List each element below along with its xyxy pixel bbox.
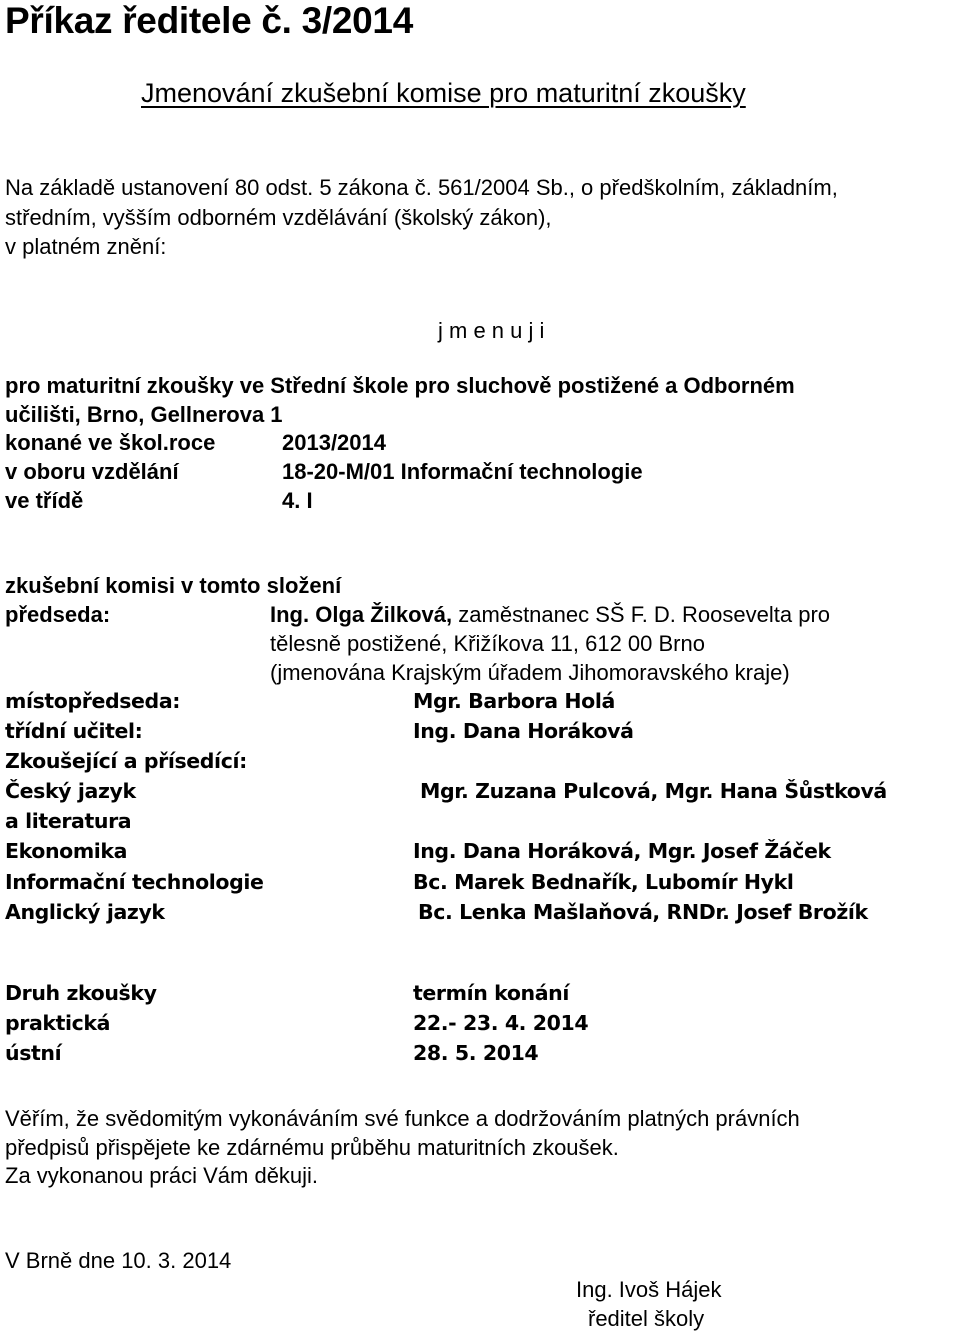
class-teacher-label: třídní učitel: xyxy=(5,719,143,743)
examiners-label: Zkoušející a přísedící: xyxy=(5,749,247,773)
subject-literature: a literatura xyxy=(5,809,132,833)
subject-czech-names: Mgr. Zuzana Pulcová, Mgr. Hana Šůstková xyxy=(420,779,887,803)
school-year-value: 2013/2014 xyxy=(282,430,386,455)
subject-english-names: Bc. Lenka Mašlaňová, RNDr. Josef Brožík xyxy=(418,900,868,924)
chair-desc-2: tělesně postižené, Křižíkova 11, 612 00 Brno xyxy=(270,631,705,656)
exam-type-oral: ústní xyxy=(5,1041,62,1065)
school-year-label: konané ve škol.roce xyxy=(5,430,216,455)
chair-desc-3: (jmenována Krajským úřadem Jihomoravského kraje) xyxy=(270,660,790,685)
place-date: V Brně dne 10. 3. 2014 xyxy=(5,1248,232,1273)
chair-label: předseda: xyxy=(5,602,111,627)
vice-name: Mgr. Barbora Holá xyxy=(413,689,615,713)
preamble-line-3: v platném znění: xyxy=(5,234,167,259)
school-line-2: učilišti, Brno, Gellnerova 1 xyxy=(5,402,283,427)
chair-line-1 xyxy=(270,604,830,626)
chair-desc-1: zaměstnanec SŠ F. D. Roosevelta pro xyxy=(452,602,831,627)
exam-type-header: Druh zkoušky xyxy=(5,981,157,1005)
class-value: 4. I xyxy=(282,488,313,513)
closing-line-2: předpisů přispějete ke zdárnému průběhu maturitních zkoušek. xyxy=(5,1135,619,1160)
exam-type-practical: praktická xyxy=(5,1011,111,1035)
subject-czech: Český jazyk xyxy=(5,779,136,803)
appoint-word: j m e n u j i xyxy=(438,318,545,343)
field-value: 18-20-M/01 Informační technologie xyxy=(282,459,643,484)
exam-date-practical: 22.- 23. 4. 2014 xyxy=(413,1011,589,1035)
class-teacher-name: Ing. Dana Horáková xyxy=(413,719,634,743)
vice-label: místopředseda: xyxy=(5,689,181,713)
subject-economics-names: Ing. Dana Horáková, Mgr. Josef Žáček xyxy=(413,839,831,863)
exam-date-oral: 28. 5. 2014 xyxy=(413,1041,539,1065)
exam-date-header: termín konání xyxy=(413,981,569,1005)
signature-name: Ing. Ivoš Hájek xyxy=(576,1277,722,1302)
subject-it: Informační technologie xyxy=(5,870,264,894)
signature-role: ředitel školy xyxy=(588,1306,705,1331)
commission-heading: zkušební komisi v tomto složení xyxy=(5,573,342,598)
chair-name: Ing. Olga Žilková, xyxy=(270,602,453,627)
class-label: ve třídě xyxy=(5,488,84,513)
preamble-line-2: středním, vyšším odborném vzdělávání (školský zákon), xyxy=(5,205,552,230)
subject-it-names: Bc. Marek Bednařík, Lubomír Hykl xyxy=(413,870,794,894)
closing-line-3: Za vykonanou práci Vám děkuji. xyxy=(5,1163,319,1188)
preamble-line-1: Na základě ustanovení 80 odst. 5 zákona č. 561/2004 Sb., o předškolním, základním, xyxy=(5,175,838,200)
subject-economics: Ekonomika xyxy=(5,839,128,863)
field-label: v oboru vzdělání xyxy=(5,459,179,484)
subject-english: Anglický jazyk xyxy=(5,900,165,924)
document-title: Příkaz ředitele č. 3/2014 xyxy=(5,0,413,41)
document-subtitle: Jmenování zkušební komise pro maturitní zkoušky xyxy=(141,78,746,108)
school-line-1: pro maturitní zkoušky ve Střední škole pro sluchově postižené a Odborném xyxy=(5,373,795,398)
closing-line-1: Věřím, že svědomitým vykonáváním své funkce a dodržováním platných právních xyxy=(5,1106,800,1131)
